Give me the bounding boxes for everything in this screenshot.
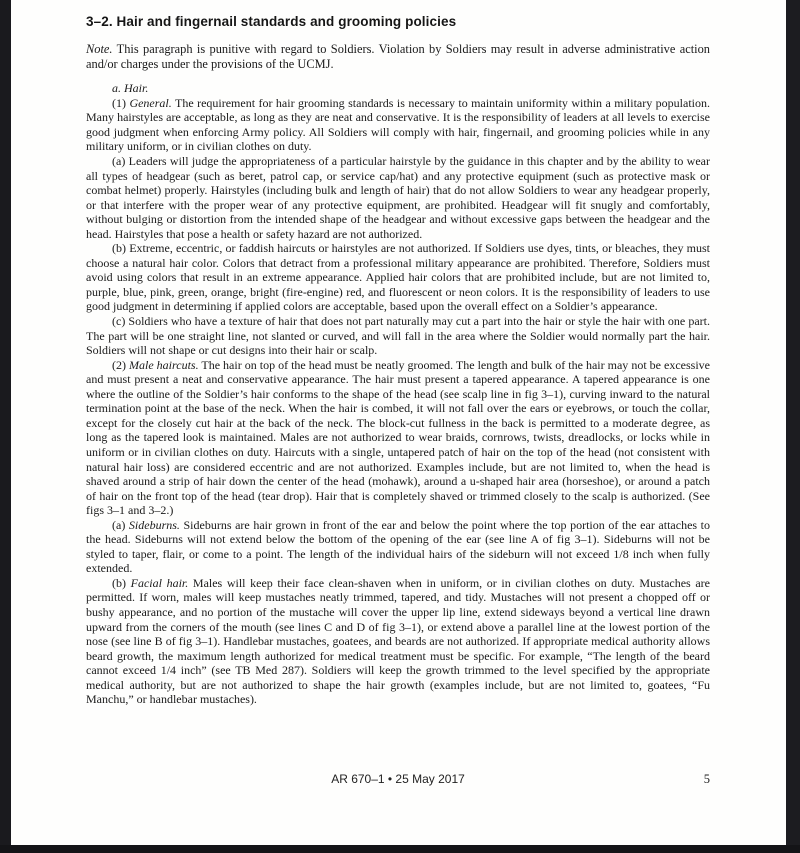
page-footer <box>86 772 710 788</box>
paragraph-note: Note. This paragraph is punitive with regard to Soldiers. Violation by Soldiers may result in adverse administrative action and/or charges under the provisions of the UCMJ. <box>86 41 710 72</box>
paragraph-1a-headgear: (a) Leaders will judge the appropriateness of a particular hairstyle by the guidance in this chapter and by the ability to wear all types of headgear (such as beret, patrol cap, or service cap/hat) and any protective equipment (such as protective mask or combat helmet) properly. Hairstyles (including bulk and length of hair) that do not allow Soldiers to wear any headgear properly, or that interfere with the proper wear of any protective equipment, are prohibited. Headgear will fit snugly and comfortably, without bulging or distortion from the intended shape of the headgear and without excessive gaps between the headgear and the head. Hairstyles that pose a health or safety hazard are not authorized. <box>86 154 710 241</box>
scan-edge-right <box>786 0 800 853</box>
footer-citation: AR 670–1 • 25 May 2017 <box>331 772 465 786</box>
section-heading: 3–2. Hair and fingernail standards and grooming policies <box>86 14 457 29</box>
scan-edge-bottom <box>0 845 800 853</box>
page-content <box>86 14 710 707</box>
page-number: 5 <box>703 772 710 786</box>
paragraph-a-hair: a. Hair. <box>112 81 149 96</box>
body-text <box>86 42 710 707</box>
paragraph-1-general: (1) General. The requirement for hair grooming standards is necessary to maintain uniformity within a military population. Many hairstyles are acceptable, as long as they are neat and conservative. It is the responsibility of leaders at all levels to exercise good judgment when enforcing Army policy. All Soldiers will comply with hair, fingernail, and grooming policies while in any military uniform, or in civilian clothes on duty. <box>86 95 710 154</box>
scan-edge-left <box>0 0 11 853</box>
paragraph-1c-part: (c) Soldiers who have a texture of hair that does not part naturally may cut a part into the hair or style the hair with one part. The part will be one straight line, not slanted or curved, and will fall in the area where the Soldier would normally part the hair. Soldiers will not shape or cut designs into their hair or scalp. <box>86 314 710 358</box>
paragraph-2-male-haircuts: (2) Male haircuts. The hair on top of the head must be neatly groomed. The length and bulk of the hair may not be excessive and must present a neat and conservative appearance. The hair must present a tapered appearance. A tapered appearance is one where the outline of the Soldier’s hair conforms to the shape of the head (see scalp line in fig 3–1), curving inward to the natural termination point at the base of the neck. When the hair is combed, it will not fall over the ears or eyebrows, or touch the collar, except for the closely cut hair at the back of the neck. The block-cut fullness in the back is permitted to a moderate degree, as long as the tapered look is maintained. Males are not authorized to wear braids, cornrows, twists, dreadlocks, or locks while in uniform or in civilian clothes on duty. Haircuts with a single, untapered patch of hair on the top of the head (not consistent with natural hair loss) are considered eccentric and are not authorized. Examples include, but are not limited to, when the head is shaved around a strip of hair down the center of the head (mohawk), around a u-shaped hair area (horseshoe), or around a patch of hair on the front top of the head (tear drop). Hair that is completely shaved or trimmed closely to the scalp is authorized. (See figs 3–1 and 3–2.) <box>86 357 710 518</box>
paragraph-2b-facial-hair: (b) Facial hair. Males will keep their face clean-shaven when in uniform, or in civilian clothes on duty. Mustaches are permitted. If worn, males will keep mustaches neatly trimmed, tapered, and tidy. Mustaches will not present a chopped off or bushy appearance, and no portion of the mustache will cover the upper lip line, extend sideways beyond a vertical line drawn upward from the corners of the mouth (see lines C and D of fig 3–1), or extend above a parallel line at the lowest portion of the nose (see line B of fig 3–1). Handlebar mustaches, goatees, and beards are not authorized. If appropriate medical authority allows beard growth, the maximum length authorized for medical treatment must be specific. For example, “The length of the beard cannot exceed 1/4 inch” (see TB Med 287). Soldiers will keep the growth trimmed to the level specified by the appropriate medical authority, but are not authorized to shape the hair growth (examples include, but are not limited to, goatees, “Fu Manchu,” or handlebar mustaches). <box>86 575 711 707</box>
paragraph-2a-sideburns: (a) Sideburns. Sideburns are hair grown in front of the ear and below the point where the top portion of the ear attaches to the head. Sideburns will not extend below the bottom of the opening of the ear (see line A of fig 3–1). Sideburns will not be styled to taper, flair, or come to a point. The length of the individual hairs of the sideburn will not exceed 1/8 inch when fully extended. <box>86 517 710 576</box>
paragraph-1b-colors: (b) Extreme, eccentric, or faddish haircuts or hairstyles are not authorized. If Soldiers use dyes, tints, or bleaches, they must choose a natural hair color. Colors that detract from a professional military appearance are prohibited. Therefore, Soldiers must avoid using colors that result in an extreme appearance. Applied hair colors that are prohibited include, but are not limited to, purple, blue, pink, green, orange, bright (fire-engine) red, and fluorescent or neon colors. It is the responsibility of leaders to use good judgment in determining if applied colors are acceptable, based upon the overall effect on a Soldier’s appearance. <box>86 241 710 314</box>
